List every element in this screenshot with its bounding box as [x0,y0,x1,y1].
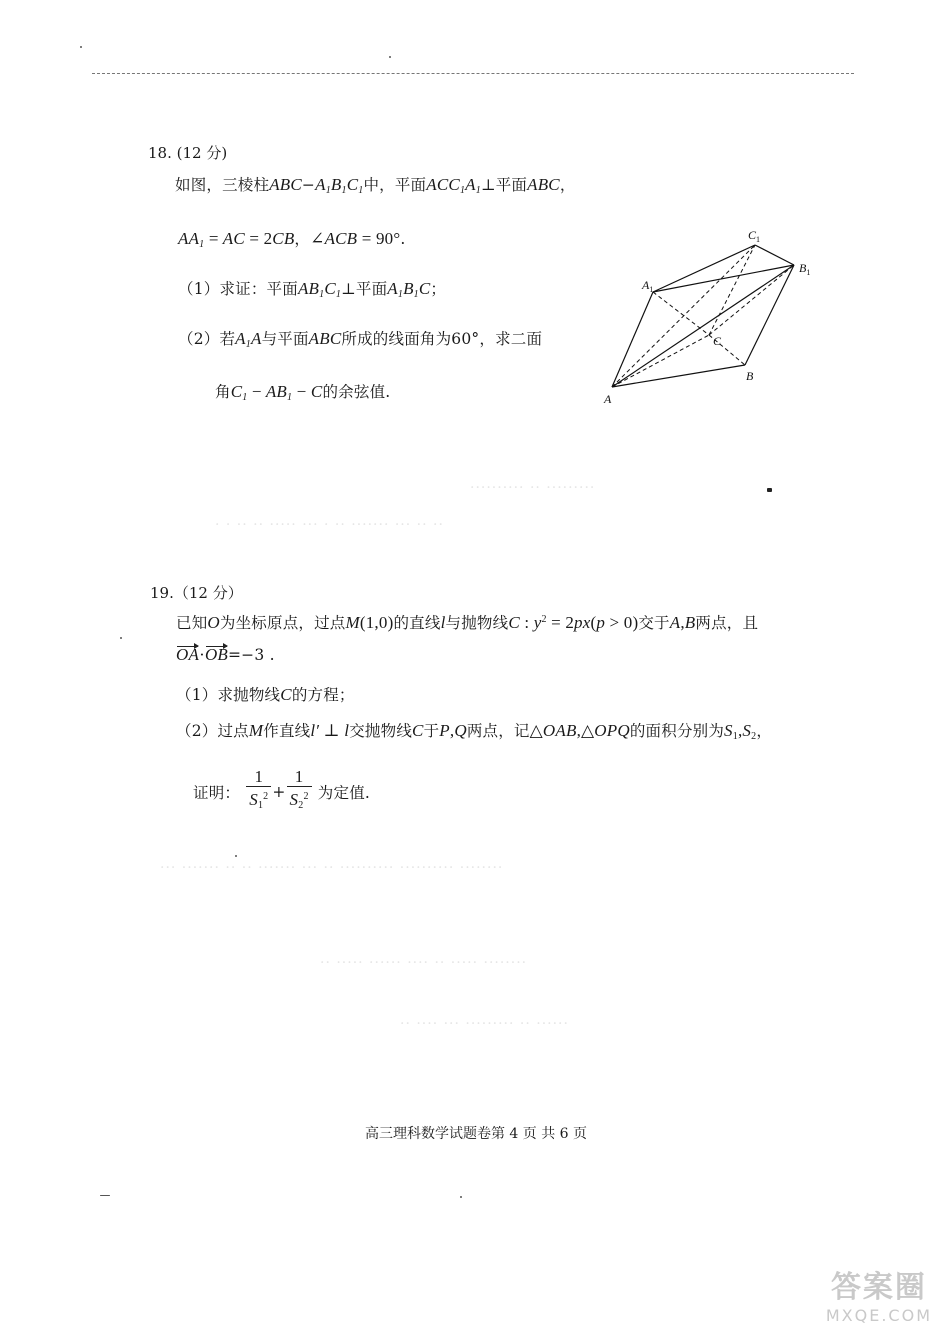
watermark-url: MXQE.COM [825,1306,932,1325]
q19-proof: 证明： $\frac{1}{S_1^2}$ + $\frac{1}{S_2^2}$ 为定值. [193,768,370,816]
q19-part1: （1）求抛物线C的方程； [176,685,355,704]
bleed-through: ·· ···· ··· ········· ·· ······ [400,1016,569,1032]
label-B: B [746,369,754,383]
bleed-through: ·· ····· ······ ···· ·· ····· ········ [320,955,528,971]
q18-condition: $AA_1$ = AC = 2CB，∠ACB = 90°. [178,229,406,250]
edge-A1-C1 [653,245,755,292]
bleed-through: · · ·· ·· ····· ··· · ·· ······· ··· ·· ·· [215,517,444,533]
q18-part2-cont: 角$C_1 - AB_1 - C$的余弦值. [215,382,391,403]
site-watermark [826,1262,932,1325]
edge-C-C1 [709,245,755,335]
bleed-through: ·········· ·· ········· [470,480,596,496]
label-C1: $C_1$ [748,228,761,244]
header-dashed-rule [92,73,854,74]
scan-speck [235,855,237,857]
edge-C1-B1 [755,245,794,265]
scan-speck [389,56,391,58]
prism-figure [596,225,836,410]
q18-part1: （1）求证：平面$AB_1C_1\perp$平面$A_1B_1C$； [178,279,447,300]
edge-B1-B [745,265,794,365]
scan-speck [767,488,772,492]
scan-speck [120,637,122,639]
label-A: A [604,392,612,406]
fraction-1-over-S1-squared: $\frac{1}{S_1^2}$ [246,768,271,816]
edge-A-B1 [612,265,794,387]
q18-stem: 如图，三棱柱$ABC-A_1B_1C_1$中，平面$ACC_1A_1\perp$平面ABC， [175,175,576,196]
edge-A1-C [653,292,709,335]
q19-stem: 已知O为坐标原点，过点M(1,0)的直线l与抛物线C : $y^2 = 2px(p > 0)$交于A,B两点，且 [176,613,759,632]
q19-part2: （2）过点M作直线l′ ⊥ l交抛物线C于P,Q两点，记△OAB,△OPQ的面积分别为$S_1,S_2$， [176,721,773,742]
label-A1: $A_1$ [642,278,654,294]
label-C: C [713,334,722,348]
label-B1: $B_1$ [799,261,811,277]
q19-number: 19.（12 分） [150,584,243,602]
watermark-logo-text: 答案圈 [830,1270,927,1305]
fraction-1-over-S2-squared: $\frac{1}{S_2^2}$ [287,768,312,816]
scan-speck [460,1196,462,1198]
q18-number: 18. (12 分) [148,144,228,162]
q18-part2: （2）若$A_1A$与平面ABC所成的线面角为60°，求二面 [178,329,543,350]
q19-dot-product: OA·OB=−3 . [176,645,275,664]
page-footer: 高三理科数学试题卷第 4 页 共 6 页 [364,1126,588,1142]
edge-C-B1 [709,265,794,335]
scan-speck [100,1195,110,1196]
bleed-through: ··· ······· ·· ·· ······· ··· ·· ·········· ·········· ········ [160,860,504,876]
scan-speck [80,46,82,48]
